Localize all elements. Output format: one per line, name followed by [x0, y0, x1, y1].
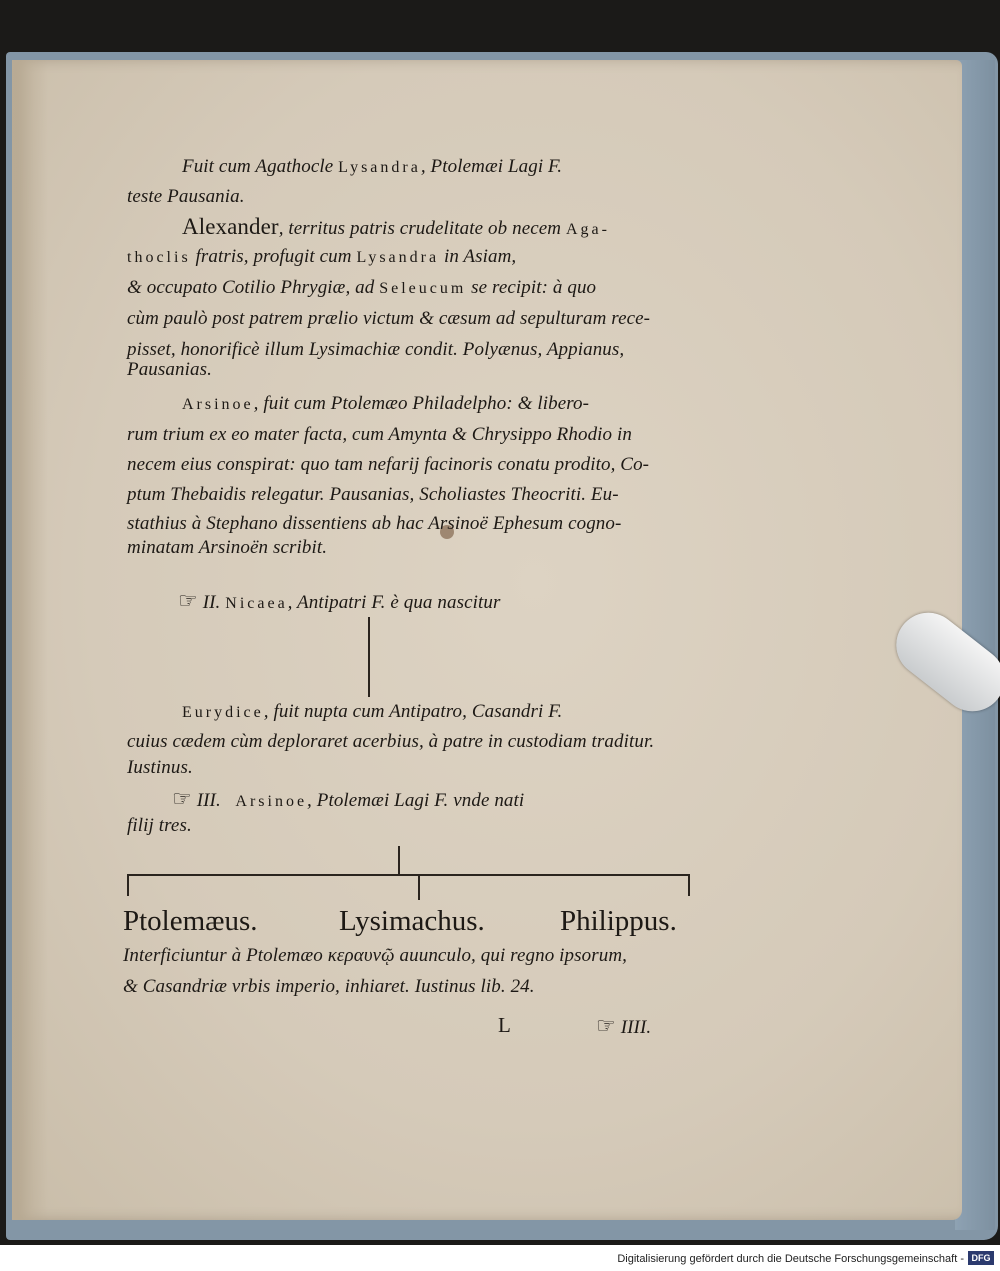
- para2-line5: pisset, honorificè illum Lysimachiæ condit. Polyænus, Appianus,: [127, 339, 625, 360]
- para4-line1: [182, 701, 562, 723]
- bracket-bar: [127, 874, 690, 876]
- son-philippus: Philippus.: [560, 905, 677, 937]
- para3-line2: rum trium ex eo mater facta, cum Amynta & Chrysippo Rhodio in: [127, 424, 632, 445]
- para1-line1: [182, 156, 562, 178]
- text-span: , Antipatri F. è qua nascitur: [287, 592, 501, 613]
- smallcaps-name: Lysandra: [338, 159, 421, 176]
- smallcaps-name: thoclis: [127, 249, 191, 266]
- text-span: , territus patris crudelitate ob necem: [278, 218, 562, 239]
- para3-line1: [182, 393, 589, 415]
- catchword-text: IIII.: [620, 1017, 652, 1038]
- heading-iii: [172, 786, 524, 812]
- para3-line4: ptum Thebaidis relegatur. Pausanias, Scholiastes Theocriti. Eu-: [127, 484, 619, 505]
- text-span: , Ptolemæi Lagi F.: [420, 156, 563, 177]
- footer: [0, 1245, 1000, 1271]
- heading-ii: [178, 588, 500, 614]
- para3-line5: stathius à Stephano dissentiens ab hac Arsinoë Ephesum cogno-: [127, 513, 622, 534]
- para2-line3: [127, 277, 596, 299]
- smallcaps-name: Eurydice: [182, 704, 264, 721]
- catchword: [596, 1013, 651, 1039]
- text-span: & occupato Cotilio Phrygiæ, ad: [127, 277, 375, 298]
- heading-number: II.: [202, 592, 221, 613]
- text-span: , fuit cum Ptolemæo Philadelpho: & libero-: [253, 393, 590, 414]
- para4-line2: cuius cædem cùm deploraret acerbius, à patre in custodiam traditur.: [127, 731, 655, 752]
- heading-iii-line2: filij tres.: [127, 815, 192, 836]
- son-lysimachus: Lysimachus.: [339, 905, 485, 937]
- bracket-right-arm: [688, 874, 690, 896]
- para2-line1: [182, 214, 610, 240]
- smallcaps-name: Arsinoe: [182, 396, 254, 413]
- text-span: se recipit: à quo: [466, 277, 597, 298]
- footer-credit: Digitalisierung gefördert durch die Deutsche Forschungsgemeinschaft -: [617, 1253, 964, 1265]
- bracket-left-arm: [127, 874, 129, 896]
- son-ptolemaeus: Ptolemæus.: [123, 905, 258, 937]
- genealogy-line: [368, 617, 370, 697]
- para3-line6: minatam Arsinoën scribit.: [127, 537, 328, 558]
- text-span: Fuit cum Agathocle: [182, 156, 334, 177]
- para2-line2: [127, 246, 516, 268]
- signature-mark: L: [498, 1013, 511, 1037]
- pointing-hand-icon: ☞: [178, 588, 198, 613]
- pointing-hand-icon: ☞: [172, 786, 192, 811]
- smallcaps-name: Arsinoe: [235, 793, 308, 810]
- pointing-hand-icon: ☞: [596, 1013, 616, 1038]
- text-span: , Ptolemæi Lagi F. vnde nati: [307, 790, 525, 811]
- smallcaps-name: Lysandra: [356, 249, 440, 266]
- name-alexander: Alexander: [182, 214, 279, 239]
- smallcaps-name: Nicaea: [225, 595, 288, 612]
- text-span: , fuit nupta cum Antipatro, Casandri F.: [263, 701, 563, 722]
- para2-line6: Pausanias.: [127, 359, 212, 380]
- bracket-stem: [398, 846, 400, 874]
- smallcaps-name: Seleucum: [379, 280, 467, 297]
- para1-line2: teste Pausania.: [127, 186, 245, 207]
- dfg-logo: DFG: [968, 1251, 994, 1265]
- para2-line4: cùm paulò post patrem prælio victum & cæsum ad sepulturam rece-: [127, 308, 651, 329]
- para5-line2: & Casandriæ vrbis imperio, inhiaret. Iustinus lib. 24.: [123, 976, 535, 997]
- para3-line3: necem eius conspirat: quo tam nefarij facinoris conatu prodito, Co-: [127, 454, 650, 475]
- bracket-middle-arm: [418, 874, 420, 900]
- text-span: in Asiam,: [439, 246, 517, 267]
- heading-number: III.: [196, 790, 221, 811]
- para5-line1: Interficiuntur à Ptolemæo κεραυνῷ auunculo, qui regno ipsorum,: [123, 945, 627, 966]
- para4-line3: Iustinus.: [127, 757, 193, 778]
- smallcaps-name: Aga-: [565, 221, 610, 238]
- text-span: fratris, profugit cum: [190, 246, 352, 267]
